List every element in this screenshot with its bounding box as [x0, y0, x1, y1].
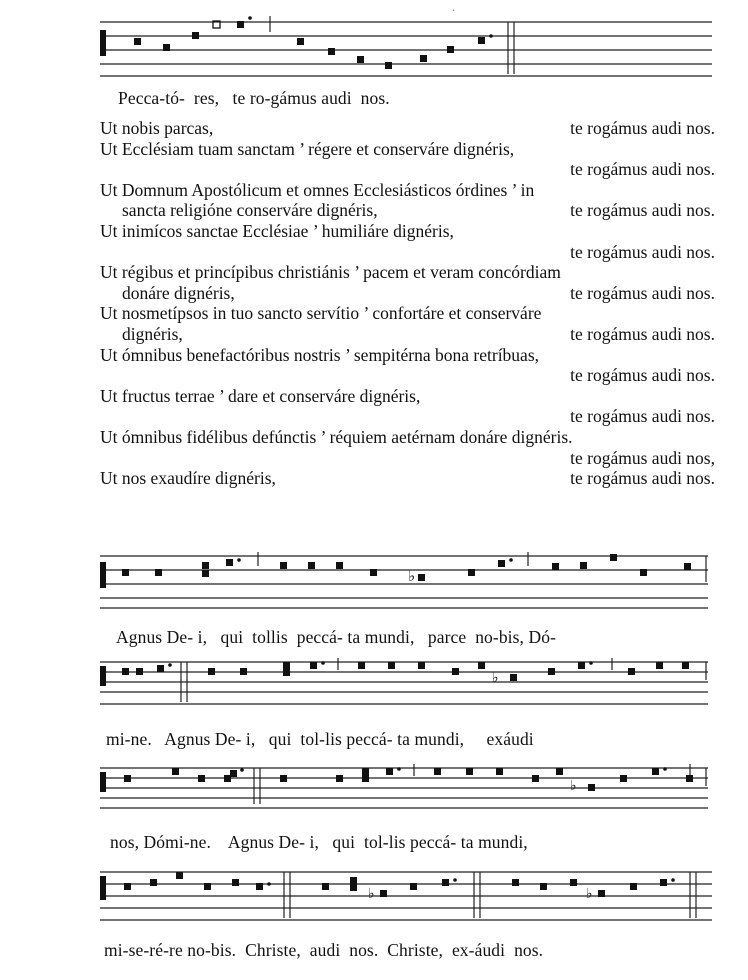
- chant-lyric-5: mi-se-ré-re no-bis. Christe, audi nos. Christe, ex-áudi nos.: [104, 940, 544, 960]
- litany-row: Ut régibus et princípibus christiánis ’ pacem et veram concórdiam: [100, 262, 561, 283]
- clef: [100, 772, 106, 792]
- clef: [100, 876, 106, 900]
- chant-staff-1: [0, 8, 748, 88]
- litany-row: te rogámus audi nos.: [570, 406, 715, 427]
- litany-row: dignéris, te rogámus audi nos.: [122, 323, 715, 344]
- litany-row: te rogámus audi nos.: [570, 365, 715, 386]
- litany-row: sancta religióne conserváre dignéris, te rogámus audi nos.: [122, 200, 715, 221]
- litany-row: Ut ómnibus fidélibus defúnctis ’ réquiem aetérnam donáre dignéris.: [100, 426, 573, 447]
- svg-text:♭: ♭: [586, 886, 593, 902]
- litany-text: [100, 118, 715, 489]
- litany-row: Ut nos exaudíre dignéris, te rogámus audi nos.: [100, 468, 715, 489]
- svg-text:♭: ♭: [570, 778, 577, 794]
- chant-lyric-4: nos, Dómi-ne. Agnus De- i, qui tol-lis peccá- ta mundi,: [110, 832, 528, 852]
- chant-staff-2: [0, 548, 748, 618]
- chant-staff-5: [0, 866, 748, 936]
- chant-lyric-1: Pecca-tó- res, te ro-gámus audi nos.: [118, 88, 390, 108]
- litany-row: Ut Domnum Apostólicum et omnes Ecclesiásticos órdines ’ in: [100, 179, 535, 200]
- litany-row: Ut Ecclésiam tuam sanctam ’ régere et conserváre dignéris,: [100, 138, 515, 159]
- svg-text:♭: ♭: [368, 886, 375, 902]
- litany-row: te rogámus audi nos,: [570, 447, 715, 468]
- litany-row: Ut inimícos sanctae Ecclésiae ’ humiliáre dignéris,: [100, 220, 454, 241]
- litany-row: donáre dignéris, te rogámus audi nos.: [122, 282, 715, 303]
- litany-row: te rogámus audi nos.: [570, 159, 715, 180]
- svg-text:♭: ♭: [408, 567, 416, 585]
- litany-row: Ut fructus terrae ’ dare et conserváre dignéris,: [100, 385, 421, 406]
- clef: [100, 30, 106, 56]
- litany-row: te rogámus audi nos.: [570, 241, 715, 262]
- svg-text:♭: ♭: [492, 670, 499, 686]
- litany-row: Ut nobis parcas, te rogámus audi nos.: [100, 118, 715, 138]
- clef: [100, 562, 106, 588]
- litany-row: Ut ómnibus benefactóribus nostris ’ sempitérna bona retríbuas,: [100, 344, 540, 365]
- clef: [100, 666, 106, 686]
- chant-lyric-3: mi-ne. Agnus De- i, qui tol-lis peccá- ta mundi, exáudi: [106, 729, 534, 749]
- chant-staff-3: [0, 652, 748, 712]
- litany-row: Ut nosmetípsos in tuo sancto servítio ’ confortáre et conserváre: [100, 303, 542, 324]
- stray-mark: .: [452, 0, 455, 14]
- chant-staff-4: [0, 760, 748, 820]
- chant-lyric-2: Agnus De- i, qui tollis peccá- ta mundi, parce no-bis, Dó-: [116, 627, 557, 647]
